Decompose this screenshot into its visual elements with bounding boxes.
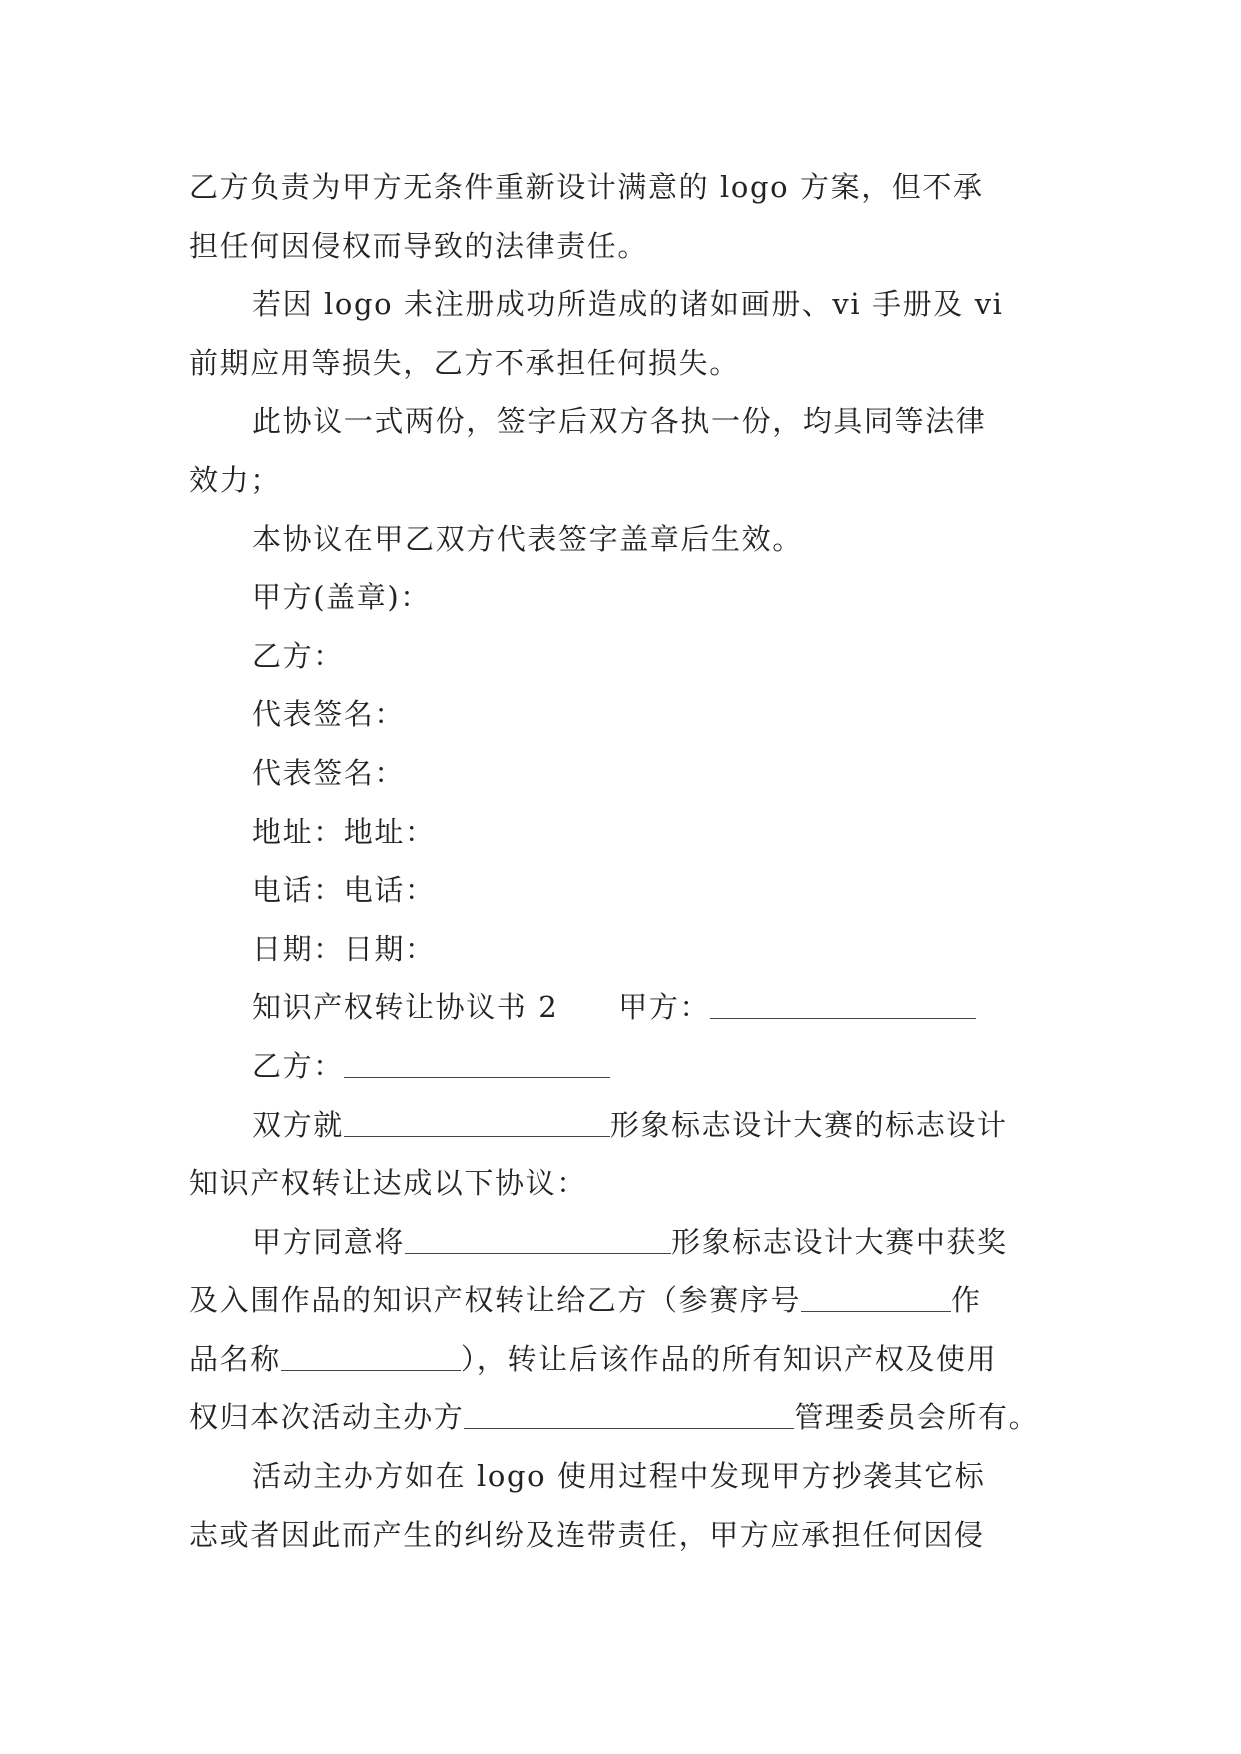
paragraph-line: 担任何因侵权而导致的法律责任。 [189, 228, 649, 263]
paragraph-line: 此协议一式两份，签字后双方各执一份，均具同等法律 [252, 404, 987, 439]
paragraph-line: 及入围作品的知识产权转让给乙方（参赛序号 作 [189, 1283, 982, 1318]
party-a-blank [710, 1017, 976, 1019]
agreement-title-line [189, 978, 1051, 1037]
paragraph-line: 知识产权转让达成以下协议： [189, 1166, 587, 1201]
party-b-line [189, 1037, 1051, 1096]
paragraph-line: 双方就 形象标志设计大赛的标志设计 [252, 1107, 1008, 1142]
address-label: 地址：地址： [252, 814, 436, 849]
paragraph-line: 若因 logo 未注册成功所造成的诸如画册、vi 手册及 vi [252, 287, 1004, 322]
agreement-title: 知识产权转让协议书 2 [252, 990, 559, 1025]
party-b-label: 乙方： [252, 1048, 344, 1083]
party-b-label: 乙方： [252, 638, 344, 673]
representative-signature-label: 代表签名： [252, 755, 406, 790]
party-a-seal-label: 甲方(盖章)： [252, 580, 431, 615]
paragraph-line: 活动主办方如在 logo 使用过程中发现甲方抄袭其它标 [252, 1459, 986, 1494]
party-b-blank [344, 1076, 610, 1078]
paragraph-line: 本协议在甲乙双方代表签字盖章后生效。 [252, 521, 803, 556]
party-a-label: 甲方： [618, 990, 711, 1025]
document-body [189, 158, 1051, 1564]
paragraph-line: 乙方负责为甲方无条件重新设计满意的 logo 方案，但不承 [189, 170, 984, 204]
date-label: 日期：日期： [252, 931, 436, 966]
fill-blank [801, 1310, 951, 1312]
paragraph-line: 品名称 ），转让后该作品的所有知识产权及使用 [189, 1341, 998, 1376]
paragraph-line: 效力； [189, 462, 281, 497]
paragraph-line: 前期应用等损失，乙方不承担任何损失。 [189, 345, 740, 380]
fill-blank [405, 1252, 671, 1254]
paragraph-line: 志或者因此而产生的纠纷及连带责任，甲方应承担任何因侵 [189, 1517, 985, 1552]
phone-label: 电话：电话： [252, 873, 436, 908]
representative-signature-label: 代表签名： [252, 697, 406, 732]
paragraph-line: 权归本次活动主办方 管理委员会所有。 [189, 1400, 1040, 1435]
fill-blank [281, 1369, 461, 1371]
fill-blank [344, 1135, 610, 1137]
paragraph-line: 甲方同意将 形象标志设计大赛中获奖 [252, 1224, 1008, 1259]
fill-blank [464, 1427, 794, 1429]
